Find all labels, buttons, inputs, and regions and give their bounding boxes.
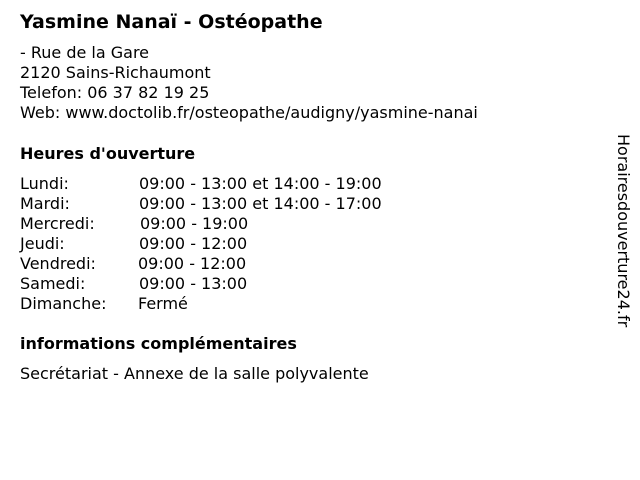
street-line: - Rue de la Gare — [20, 43, 150, 62]
time-value: 09:00 - 12:00 — [139, 234, 248, 253]
day-label: Vendredi: — [20, 254, 96, 273]
city-line: 2120 Sains-Richaumont — [20, 63, 211, 82]
time-value: 09:00 - 12:00 — [138, 254, 247, 273]
info-text: Secrétariat - Annexe de la salle polyvalente — [20, 364, 369, 383]
time-value: 09:00 - 13:00 et 14:00 - 17:00 — [139, 194, 382, 213]
time-value: Fermé — [138, 294, 188, 313]
web-line: Web: www.doctolib.fr/osteopathe/audigny/yasmine-nanai — [20, 103, 478, 122]
time-value: 09:00 - 13:00 — [139, 274, 248, 293]
time-value: 09:00 - 19:00 — [140, 214, 249, 233]
page-title: Yasmine Nanaï - Ostéopathe — [20, 11, 323, 33]
day-label: Samedi: — [20, 274, 86, 293]
day-label: Dimanche: — [20, 294, 107, 313]
day-label: Lundi: — [20, 174, 69, 193]
watermark-text: Horairesdouverture24.fr — [614, 134, 633, 328]
site-watermark — [611, 134, 635, 372]
day-label: Jeudi: — [20, 234, 65, 253]
info-heading: informations complémentaires — [20, 334, 297, 353]
hours-heading: Heures d'ouverture — [20, 144, 196, 163]
day-label: Mercredi: — [20, 214, 95, 233]
phone-line: Telefon: 06 37 82 19 25 — [20, 83, 210, 102]
time-value: 09:00 - 13:00 et 14:00 - 19:00 — [139, 174, 382, 193]
day-label: Mardi: — [20, 194, 70, 213]
address-block — [20, 43, 478, 123]
